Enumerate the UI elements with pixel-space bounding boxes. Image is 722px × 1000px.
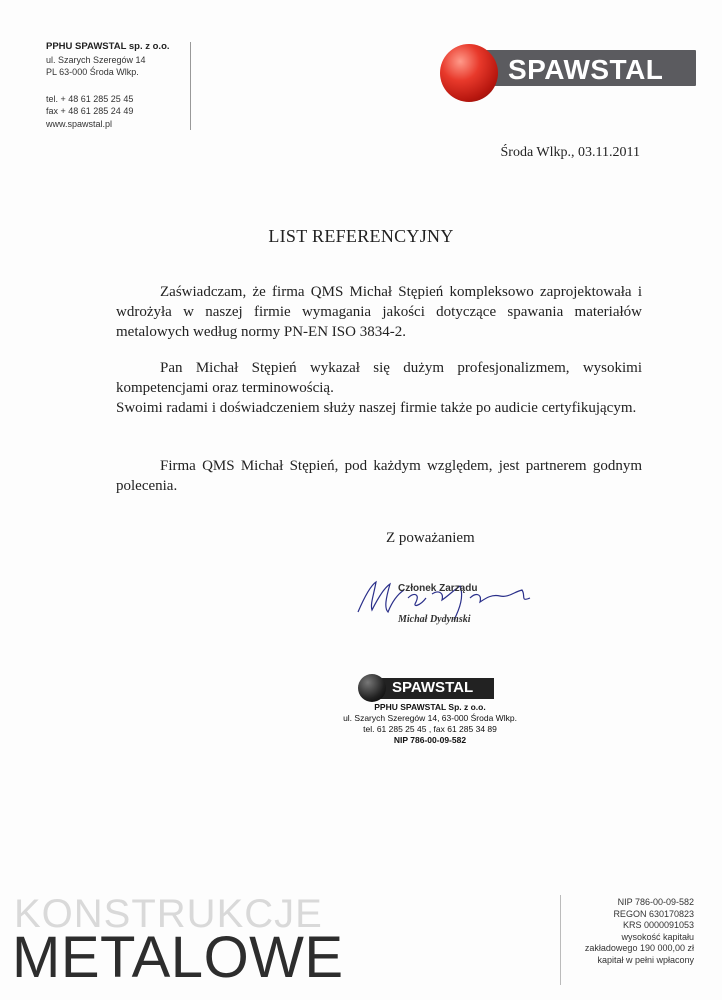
footer-nip: NIP 786-00-09-582 (617, 897, 694, 907)
paragraph-3-text: Firma QMS Michał Stępień, pod każdym względem, jest partnerem godnym polecenia. (116, 458, 642, 494)
fax-number: fax + 48 61 285 24 49 (46, 106, 134, 116)
footer-capital-3: kapitał w pełni wpłacony (597, 954, 694, 965)
watermark-metalowe: METALOWE (12, 925, 344, 990)
logo-sphere-icon (440, 44, 498, 102)
logo-text: SPAWSTAL (508, 54, 664, 85)
letter-date: Środa Wlkp., 03.11.2011 (500, 145, 640, 160)
footer-regon: REGON 630170823 (613, 908, 694, 919)
header-divider (190, 42, 191, 130)
address-line-2: PL 63-000 Środa Wlkp. (46, 67, 139, 77)
footer-capital-2: zakładowego 190 000,00 zł (584, 943, 694, 954)
signatory-role: Członek Zarządu (398, 583, 478, 594)
stamp-nip: NIP 786-00-09-582 (393, 735, 467, 745)
stamp-logo-text: SPAWSTAL (392, 679, 474, 696)
signatory-name: Michał Dydymski (398, 614, 471, 625)
paragraph-2b-text: Swoimi radami i doświadczeniem służy naszej firmie także po audicie certyfikującym. (116, 400, 637, 416)
company-stamp (330, 702, 530, 746)
paragraph-3 (116, 456, 642, 496)
watermark-konstrukcje: KONSTRUKCJE (14, 892, 323, 936)
stamp-phones: tel. 61 285 25 45 , fax 61 285 34 89 (363, 724, 497, 734)
website: www.spawstal.pl (46, 118, 113, 129)
footer-capital-1: wysokość kapitału (621, 931, 694, 942)
stamp-company: PPHU SPAWSTAL Sp. z o.o. (374, 702, 486, 712)
company-name: PPHU SPAWSTAL sp. z o.o. (46, 41, 170, 52)
spawstal-logo (440, 44, 700, 100)
paragraph-2 (116, 358, 642, 418)
phone-number: tel. + 48 61 285 25 45 (46, 93, 134, 104)
logo-bar (476, 50, 696, 86)
stamp-sphere-icon (358, 674, 386, 702)
company-registration-info (544, 897, 694, 967)
footer-krs: KRS 0000091053 (622, 920, 694, 931)
paragraph-1-text: Zaświadczam, że firma QMS Michał Stępień kompleksowo zaprojektowała i wdrożyła w naszej firmie wymagania jakości dotyczące spawania materiałów metalowych według normy PN-EN ISO 3834-2. (116, 284, 642, 340)
stamp-logo (358, 674, 498, 702)
address-line-1: ul. Szarych Szeregów 14 (46, 54, 146, 65)
paragraph-2a-text: Pan Michał Stępień wykazał się dużym profesjonalizmem, wysokimi kompetencjami oraz terminowością. (116, 360, 642, 396)
stamp-logo-bar (368, 678, 494, 699)
paragraph-1 (116, 282, 642, 342)
stamp-address: ul. Szarych Szeregów 14, 63-000 Środa Wlkp. (343, 713, 517, 723)
letter-title: LIST REFERENCYJNY (268, 226, 454, 246)
letterhead-contact (46, 41, 186, 130)
closing-phrase: Z poważaniem (386, 530, 475, 546)
